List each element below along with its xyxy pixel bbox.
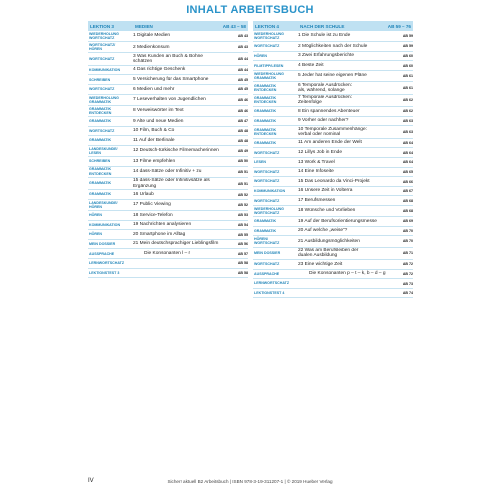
toc-row-category: HÖREN/ WORTSCHATZ [254, 237, 280, 246]
toc-row-page: AB 69 [402, 219, 413, 224]
toc-row-page: AB 60 [402, 63, 413, 68]
toc-row-page: AB 63 [402, 130, 413, 135]
toc-row [88, 157, 248, 167]
toc-row-category: KOMMUNIKATION [89, 222, 121, 227]
lesson-pages: AB 43 – 58 [222, 23, 246, 29]
toc-row-category: GRAMMATIK ENTDECKEN [89, 167, 112, 176]
toc-row-category: WIEDERHOLUNG GRAMMATIK [89, 95, 119, 104]
toc-row-category: GRAMMATIK [89, 192, 112, 197]
toc-row-category: LEKTIONSTEST 4 [254, 291, 285, 296]
toc-row-page: AB 49 [237, 148, 248, 153]
toc-row-title: 17 Berufsmessen [298, 198, 336, 203]
toc-row-category: LANDESKUNDE/ HÖREN [89, 200, 118, 209]
toc-row-page: AB 48 [237, 138, 248, 143]
toc-row [253, 177, 413, 187]
toc-row [253, 107, 413, 117]
toc-row-title: 13 Filme empfehlen [133, 158, 176, 164]
toc-row-page: AB 61 [402, 74, 413, 79]
lesson-label: LEKTION 3 [90, 23, 114, 29]
toc-row-page: AB 55 [237, 232, 248, 237]
toc-row [88, 200, 248, 211]
toc-row-category: GRAMMATIK [254, 228, 277, 233]
toc-row-title: 23 Eine wichtige Zeit [298, 261, 343, 267]
toc-row-page: AB 58 [237, 270, 248, 275]
toc-row-category: WORTSCHATZ [89, 57, 115, 62]
toc-row-category: AUSSPRACHE [254, 271, 280, 276]
toc-row-title: 14 Eine Infoseite [298, 169, 334, 175]
toc-row-title: 20 Smartphone im Alltag [133, 231, 186, 237]
toc-row-category: WIEDERHOLUNG WORTSCHATZ [89, 31, 119, 41]
toc-row-category: WORTSCHATZ [254, 262, 280, 267]
toc-row [253, 196, 413, 206]
toc-row [253, 168, 413, 178]
toc-row-page: AB 57 [237, 251, 248, 256]
toc-row [253, 42, 413, 52]
toc-row-page: AB 64 [402, 141, 413, 146]
toc-row-category: FILMTIPP/LESEN [254, 63, 284, 68]
toc-row-title: 7 Temporale Ausdrücken: Zeitenfolge [298, 95, 353, 106]
toc-row-title: 8 Ein spannendes Abenteuer [298, 108, 360, 114]
toc-row [253, 31, 413, 42]
toc-row [253, 52, 413, 62]
toc-row-title: 15 Das Leonardo da Vinci-Projekt [298, 178, 370, 184]
toc-row-category: GRAMMATIK [254, 109, 277, 114]
toc-row-title: 12 Lillys Job in Ende [298, 150, 342, 156]
toc-row-page: AB 44 [237, 57, 248, 62]
toc-row-page: AB 50 [237, 159, 248, 164]
toc-row-category: SCHREIBEN [89, 159, 111, 164]
toc-row [253, 206, 413, 217]
toc-row-category: WORTSCHATZ [254, 198, 280, 203]
toc-row [88, 269, 248, 279]
toc-row-page: AB 44 [237, 68, 248, 73]
toc-row-title: 21 Ausbildungsmöglichkeiten [298, 238, 360, 244]
toc-row-page: AB 74 [402, 291, 413, 296]
toc-row-page: AB 64 [402, 150, 413, 155]
toc-row-page: AB 52 [237, 192, 248, 197]
toc-row-category: WIEDERHOLUNG WORTSCHATZ [254, 31, 284, 41]
toc-row-page: AB 68 [402, 209, 413, 214]
toc-row-page: AB 59 [402, 34, 413, 39]
toc-row-page: AB 72 [402, 271, 413, 276]
lesson-topic: MEDIEN [135, 23, 153, 29]
toc-row-category: KOMMUNIKATION [89, 68, 121, 73]
toc-row-category: GRAMMATIK ENTDECKEN [254, 127, 277, 137]
toc-row-title: 3 Was Kunden an Buch & Bohne schätzen [133, 53, 203, 65]
toc-row [253, 248, 413, 261]
toc-row [253, 270, 413, 280]
toc-row-title: 11 Am anderen Ende der Welt [298, 140, 362, 146]
toc-row [88, 240, 248, 250]
toc-row-page: AB 70 [402, 229, 413, 234]
lesson-3-header [88, 21, 248, 31]
toc-row-page: AB 61 [402, 85, 413, 90]
toc-row-category: WORTSCHATZ [89, 128, 115, 133]
toc-row-title: 16 Unsere Zeit in Volterra [298, 188, 353, 194]
toc-row-category: KOMMUNIKATION [254, 189, 286, 193]
toc-row [253, 158, 413, 168]
toc-row [88, 75, 248, 85]
toc-row [253, 279, 413, 289]
toc-row-page: AB 60 [402, 54, 413, 59]
toc-row [88, 127, 248, 137]
toc-row-category: WORTSCHATZ [89, 87, 115, 92]
toc-row [253, 61, 413, 71]
toc-row-title: Die Konsonanten l – r [144, 251, 191, 257]
toc-row-title: 6 Temporale Ausdrücken: als, während, solange [298, 82, 353, 93]
toc-row-category: HÖREN [254, 53, 267, 58]
toc-row-title: 4 Beste Zeit [298, 62, 324, 68]
toc-row-category: WORTSCHATZ [254, 169, 280, 174]
toc-row-title: 16 Urlaub [133, 191, 154, 197]
toc-row [253, 227, 413, 237]
toc-row-title: 1 Die Schule ist zu Ende [298, 33, 351, 39]
toc-row-category: LERNWORTSCHATZ [89, 261, 125, 266]
toc-row-category: GRAMMATIK [254, 219, 277, 224]
lesson-4-header [253, 21, 413, 31]
toc-row [88, 66, 248, 76]
toc-row [253, 260, 413, 270]
toc-row-category: MEIN DOSSIER [254, 251, 281, 256]
toc-row-category: WORTSCHATZ/ HÖREN [89, 43, 116, 52]
toc-row-page: AB 72 [402, 262, 413, 267]
toc-row-title: 18 Wünsche und Vorlieben [298, 208, 356, 214]
toc-row-page: AB 64 [402, 160, 413, 165]
toc-row [253, 95, 413, 108]
toc-row-category: WORTSCHATZ [254, 44, 280, 49]
toc-row-category: WIEDERHOLUNG GRAMMATIK [254, 71, 284, 81]
page-title: INHALT ARBEITSBUCH [186, 4, 314, 16]
toc-row-category: WORTSCHATZ [254, 150, 280, 155]
toc-row-page: AB 65 [402, 169, 413, 174]
toc-row-title: 10 Temporale Zusammenhänge: verbal oder nominal [298, 126, 367, 138]
toc-row [88, 42, 248, 53]
toc-row [253, 187, 413, 197]
toc-row [88, 230, 248, 240]
toc-row-title: 2 Möglichkeiten nach der Schule [298, 43, 368, 49]
toc-row-page: AB 51 [237, 169, 248, 174]
toc-row-page: AB 47 [237, 119, 248, 124]
toc-row-category: SCHREIBEN [89, 77, 111, 82]
toc-row [88, 106, 248, 117]
toc-row-title: 1 Digitale Medien [133, 33, 171, 39]
toc-row-page: AB 58 [237, 261, 248, 266]
toc-row-category: LANDESKUNDE/ LESEN [89, 146, 118, 155]
toc-row-category: AUSSPRACHE [89, 251, 115, 256]
toc-row-title: 13 Work & Travel [298, 159, 335, 165]
toc-row [88, 31, 248, 42]
toc-row [253, 148, 413, 158]
toc-row-page: AB 48 [237, 128, 248, 133]
toc-row-category: GRAMMATIK [89, 138, 112, 143]
toc-row-title: 19 Nachrichten analysieren [133, 222, 192, 228]
toc-row-page: AB 52 [237, 202, 248, 207]
toc-row-title: 7 Leseverhalten von Jugendlichen [133, 97, 206, 103]
lesson-3-column [88, 21, 248, 278]
toc-row-category: GRAMMATIK ENTDECKEN [254, 83, 277, 92]
toc-row [88, 259, 248, 269]
toc-row-title: 22 Was am Berufsleiben der dualen Ausbildung [298, 247, 359, 259]
toc-row-category: GRAMMATIK [89, 119, 112, 124]
toc-row-page: AB 70 [402, 239, 413, 244]
toc-row-title: 9 Vorher oder nachher? [298, 118, 349, 124]
toc-row-title: 10 Film, Buch & Co [133, 128, 175, 134]
toc-row [253, 71, 413, 82]
toc-row-category: LESEN [254, 160, 266, 165]
toc-row-page: AB 68 [402, 198, 413, 203]
toc-row-title: 15 dass-Sätze oder Infinitivsätze als Ergänzung [133, 178, 210, 189]
toc-row-page: AB 56 [237, 242, 248, 247]
toc-row-category: HÖREN [89, 213, 102, 218]
toc-row [253, 217, 413, 227]
toc-row-category: LERNWORTSCHATZ [254, 281, 290, 286]
toc-row [253, 126, 413, 139]
toc-row-page: AB 54 [237, 222, 248, 227]
lesson-4-column [253, 21, 413, 298]
toc-row [88, 85, 248, 95]
toc-row-category: WIEDERHOLUNG WORTSCHATZ [254, 206, 284, 216]
toc-row-page: AB 51 [237, 181, 248, 186]
lesson-label: LEKTION 4 [255, 23, 279, 29]
footer-info: Sicher! aktuell B2 Arbeitsbuch | ISBN 978-3-19-311207-1 | © 2019 Hueber Verlag [167, 479, 333, 484]
toc-row [253, 289, 413, 299]
toc-row-title: 11 Auf der Berlinale [133, 137, 175, 143]
lesson-topic: NACH DER SCHULE [300, 23, 345, 29]
toc-row-category: LEKTIONSTEST 3 [89, 270, 120, 275]
toc-row-title: 2 Medienkonsum [133, 44, 170, 50]
toc-row-category: GRAMMATIK ENTDECKEN [254, 96, 277, 105]
toc-row-page: AB 43 [237, 34, 248, 39]
page-footer [0, 478, 500, 488]
toc-row-page: AB 53 [237, 213, 248, 218]
toc-row [88, 167, 248, 178]
toc-row-page: AB 45 [237, 87, 248, 92]
toc-row-title: 9 Alte und neue Medien [133, 118, 184, 124]
toc-row-title: 19 Auf der Berufsorientierungsmesse [298, 218, 377, 224]
toc-row [88, 53, 248, 66]
toc-row-page: AB 73 [402, 281, 413, 286]
toc-row-page: AB 43 [237, 45, 248, 50]
toc-row [88, 190, 248, 200]
toc-row-title: 6 Medien und mehr [133, 86, 175, 92]
toc-row-title: 4 Das richtige Geschenk [133, 67, 186, 73]
toc-row-title: 14 dass-Sätze oder Infinitiv + zu [133, 168, 202, 174]
toc-row-page: AB 71 [402, 251, 413, 256]
toc-row-page: AB 59 [402, 44, 413, 49]
toc-row [253, 117, 413, 127]
toc-row-page: AB 67 [402, 189, 413, 194]
toc-row [88, 146, 248, 157]
toc-row [253, 236, 413, 247]
page-number: IV [88, 478, 94, 484]
toc-row-title: 5 Versicherung für das Smartphone [133, 77, 209, 83]
lesson-pages: AB 59 – 76 [387, 23, 411, 29]
toc-row-category: GRAMMATIK [254, 141, 277, 146]
toc-row-category: GRAMMATIK [89, 181, 112, 186]
toc-row [88, 211, 248, 221]
toc-row [88, 136, 248, 146]
toc-row-category: GRAMMATIK ENTDECKEN [89, 106, 112, 115]
toc-row-page: AB 62 [402, 98, 413, 103]
toc-row [88, 221, 248, 231]
toc-row [88, 249, 248, 259]
toc-row [253, 82, 413, 95]
toc-row [253, 139, 413, 149]
toc-row-page: AB 63 [402, 119, 413, 124]
toc-row-category: MEIN DOSSIER [89, 242, 116, 247]
toc-row-title: 20 Auf welche „weise“? [298, 228, 348, 234]
toc-row-title: 5 Jeder hat seine eigenen Pläne [298, 73, 367, 79]
toc-row-title: 12 Deutsch-türkische Filmemacherinnen [133, 148, 219, 154]
toc-row-title: 21 Mein deutschsprachiger Lieblingsfilm [133, 241, 219, 247]
lesson-4-rows [253, 31, 413, 298]
toc-row-page: AB 46 [237, 108, 248, 113]
toc-row [88, 117, 248, 127]
toc-row [88, 178, 248, 191]
toc-row [88, 95, 248, 106]
toc-row-title: 8 Verweiswörter im Text [133, 108, 184, 114]
toc-row-title: 18 Service-Telefon [133, 212, 173, 218]
toc-row-page: AB 46 [237, 97, 248, 102]
toc-row-category: GRAMMATIK [254, 118, 277, 123]
toc-row-category: WORTSCHATZ [254, 179, 280, 184]
toc-row-title: 3 Zwei Erfahrungsberichte [298, 53, 354, 59]
toc-row-title: 17 Public Viewing [133, 202, 171, 208]
toc-row-category: HÖREN [89, 232, 102, 237]
toc-row-title: Die Konsonanten p – t – k, b – d – g [309, 271, 386, 277]
lesson-3-rows [88, 31, 248, 278]
toc-row-page: AB 62 [402, 109, 413, 114]
toc-row-page: AB 66 [402, 179, 413, 184]
toc-row-page: AB 45 [237, 77, 248, 82]
